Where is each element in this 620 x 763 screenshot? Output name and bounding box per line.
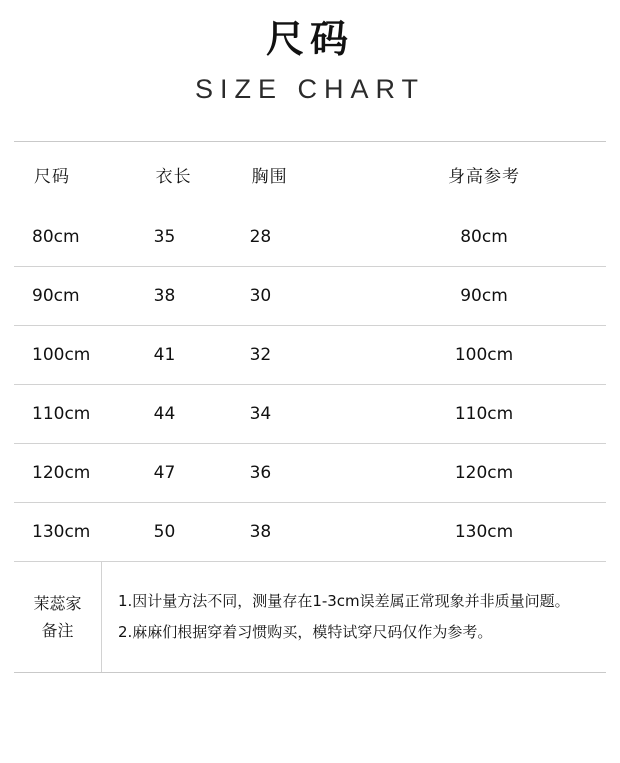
table-header xyxy=(14,142,606,208)
notes-container xyxy=(14,562,606,672)
cell-height: 120cm xyxy=(454,462,514,483)
column-header-height: 身高参考 xyxy=(447,167,520,188)
column-header-bust: 胸围 xyxy=(251,167,288,188)
column-header-length: 衣长 xyxy=(155,167,192,188)
notes-label-line1: 茉蕊家 xyxy=(33,593,82,613)
page-header xyxy=(0,0,620,105)
table-row xyxy=(14,266,606,325)
cell-length: 44 xyxy=(153,403,176,424)
cell-height: 110cm xyxy=(454,403,514,424)
cell-bust: 32 xyxy=(249,344,272,365)
page-title-en: SIZE CHART xyxy=(194,73,426,104)
cell-size: 130cm xyxy=(32,521,91,542)
table-row xyxy=(14,325,606,384)
size-table-wrapper xyxy=(14,141,606,673)
note-item-1: 1.因计量方法不同，测量存在1-3cm误差属正常现象并非质量问题。 xyxy=(118,592,570,611)
table-body xyxy=(14,208,606,672)
table-row xyxy=(14,443,606,502)
cell-height: 90cm xyxy=(460,285,508,306)
notes-label-line2: 备注 xyxy=(41,620,74,640)
cell-length: 41 xyxy=(153,344,176,365)
cell-size: 90cm xyxy=(32,285,80,306)
notes-label xyxy=(14,562,102,672)
note-item-2: 2.麻麻们根据穿着习惯购买，模特试穿尺码仅作为参考。 xyxy=(118,622,493,641)
notes-cell xyxy=(14,561,606,672)
cell-size: 80cm xyxy=(32,226,80,247)
page-title-cn: 尺码 xyxy=(265,17,354,61)
table-row xyxy=(14,502,606,561)
table-header-row xyxy=(14,142,606,208)
size-table xyxy=(14,142,606,672)
cell-length: 50 xyxy=(153,521,176,542)
cell-length: 38 xyxy=(153,285,176,306)
cell-size: 100cm xyxy=(32,344,91,365)
cell-height: 100cm xyxy=(454,344,514,365)
cell-height: 130cm xyxy=(454,521,514,542)
cell-size: 120cm xyxy=(32,462,91,483)
notes-body xyxy=(102,562,606,672)
notes-row xyxy=(14,561,606,672)
cell-bust: 34 xyxy=(249,403,272,424)
cell-height: 80cm xyxy=(460,226,508,247)
cell-size: 110cm xyxy=(32,403,91,424)
cell-length: 35 xyxy=(153,226,176,247)
cell-bust: 38 xyxy=(249,521,272,542)
cell-bust: 36 xyxy=(249,462,272,483)
table-row xyxy=(14,208,606,267)
table-row xyxy=(14,384,606,443)
column-header-size: 尺码 xyxy=(34,167,70,188)
cell-length: 47 xyxy=(153,462,176,483)
cell-bust: 30 xyxy=(249,285,272,306)
cell-bust: 28 xyxy=(249,226,272,247)
